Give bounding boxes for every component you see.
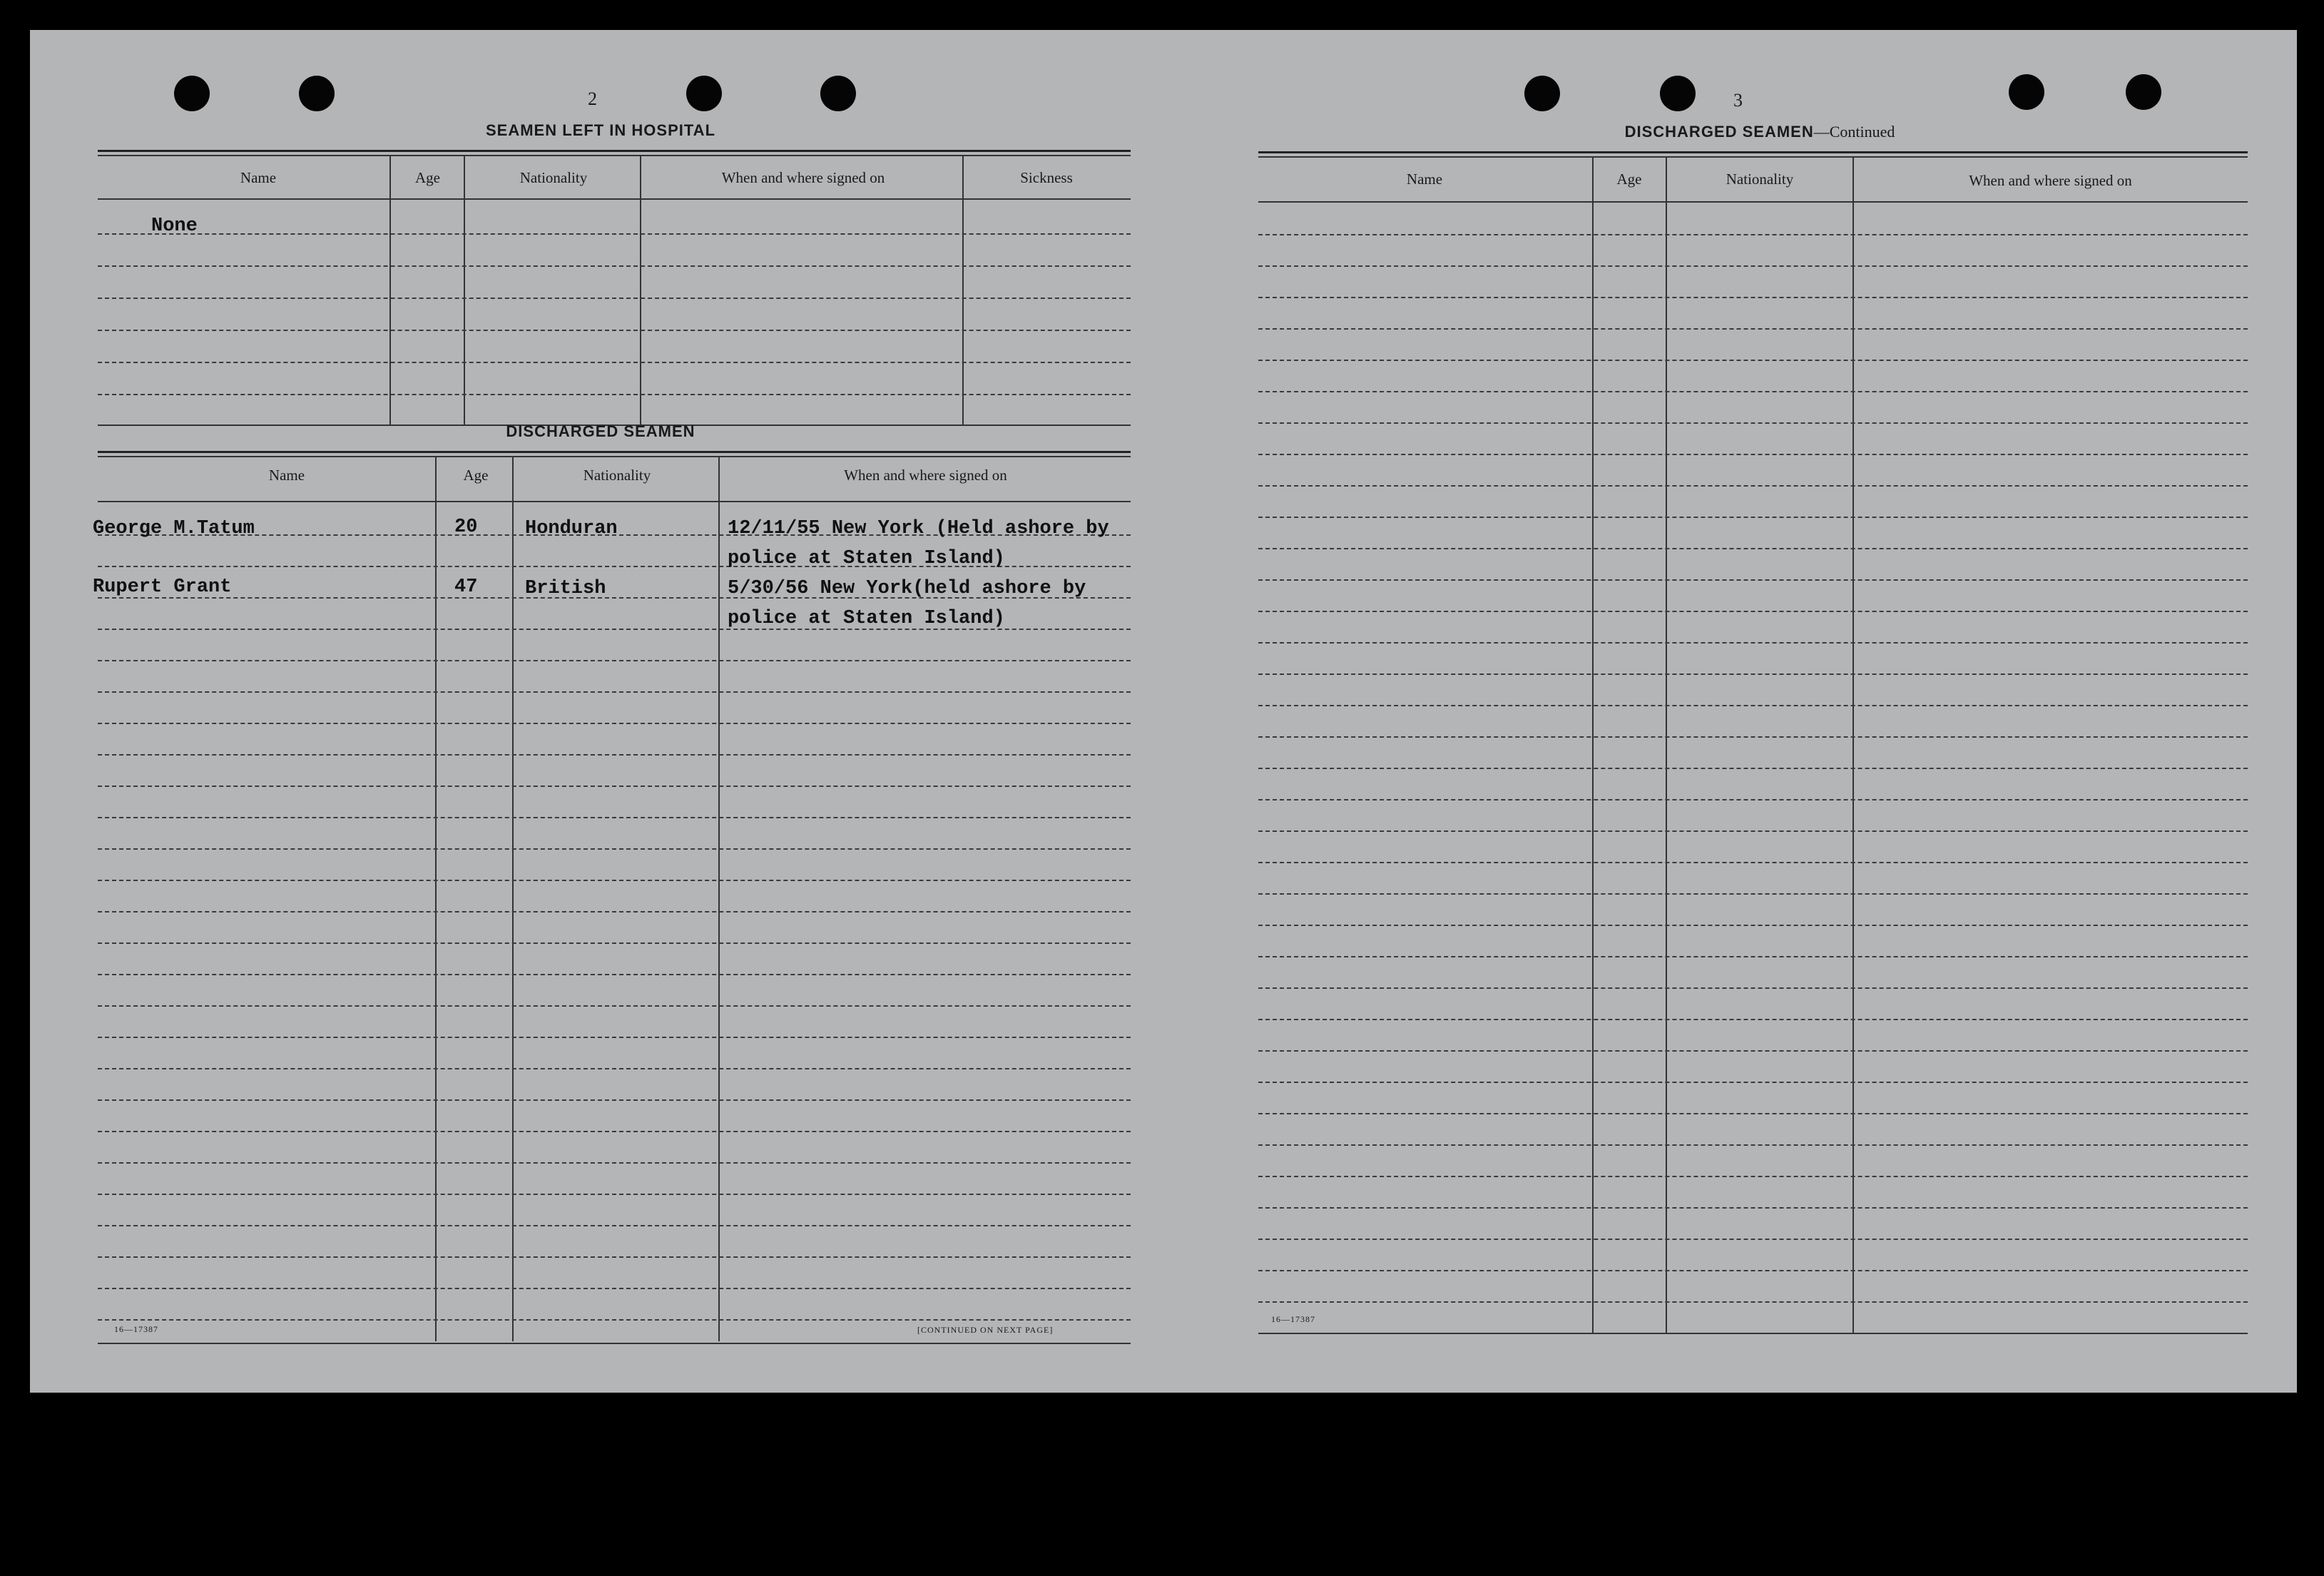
entry-line — [1258, 1113, 2248, 1114]
punch-hole — [2009, 74, 2044, 110]
column-divider — [1852, 157, 1854, 1334]
seaman-name: George M.Tatum — [93, 518, 255, 539]
punch-hole — [299, 76, 335, 111]
entry-line — [1258, 1239, 2248, 1240]
entry-line — [1258, 391, 2248, 392]
punch-hole — [820, 76, 856, 111]
section-title-text: DISCHARGED SEAMEN — [1624, 123, 1814, 141]
column-divider — [962, 156, 964, 425]
seaman-age: 47 — [454, 576, 478, 598]
entry-line — [1258, 611, 2248, 612]
entry-line — [1258, 1301, 2248, 1303]
punch-hole — [1524, 76, 1560, 111]
entry-line — [1258, 705, 2248, 706]
seaman-signed-on: 12/11/55 New York (Held ashore by — [728, 518, 1109, 539]
entry-line — [98, 911, 1131, 912]
column-header-signed-on: When and where signed on — [1969, 172, 2132, 189]
page-number: 2 — [588, 88, 597, 109]
column-header-nationality: Nationality — [583, 467, 651, 484]
entry-line — [1258, 1176, 2248, 1177]
entry-line — [98, 394, 1131, 395]
discharged-section-title: DISCHARGED SEAMEN — [506, 422, 695, 440]
column-divider — [1592, 157, 1594, 1334]
entry-line — [1258, 799, 2248, 800]
section-rule — [1258, 156, 2248, 158]
entry-line — [1258, 956, 2248, 957]
table-bottom-rule — [98, 1343, 1131, 1344]
entry-line — [1258, 925, 2248, 926]
entry-line — [1258, 1270, 2248, 1271]
entry-line — [1258, 422, 2248, 424]
column-divider — [718, 457, 720, 1341]
column-header-name: Name — [268, 467, 305, 484]
page-number: 3 — [1733, 90, 1743, 111]
entry-line — [1258, 893, 2248, 895]
entry-line — [1258, 360, 2248, 361]
entry-line — [98, 848, 1131, 850]
header-rule — [1258, 201, 2248, 203]
column-divider — [435, 457, 437, 1341]
entry-line — [98, 723, 1131, 724]
entry-line — [1258, 862, 2248, 863]
entry-line — [98, 942, 1131, 944]
entry-line — [98, 880, 1131, 881]
entry-line — [1258, 768, 2248, 769]
entry-line — [1258, 328, 2248, 330]
column-divider — [512, 457, 514, 1341]
column-divider — [464, 156, 465, 425]
column-header-name: Name — [240, 169, 277, 186]
entry-line — [1258, 265, 2248, 267]
entry-line — [98, 1068, 1131, 1069]
column-header-age: Age — [415, 169, 440, 186]
column-header-age: Age — [463, 467, 489, 484]
section-rule — [98, 456, 1131, 457]
column-divider — [389, 156, 391, 425]
entry-line — [1258, 1144, 2248, 1146]
entry-line — [98, 974, 1131, 975]
entry-line — [98, 330, 1131, 331]
section-rule — [98, 150, 1131, 152]
column-divider — [640, 156, 641, 425]
punch-hole — [1660, 76, 1696, 111]
hospital-entry-none: None — [151, 215, 198, 237]
header-rule — [98, 501, 1131, 502]
entry-line — [1258, 297, 2248, 298]
seaman-name: Rupert Grant — [93, 576, 232, 598]
entry-line — [1258, 1082, 2248, 1083]
entry-line — [1258, 1207, 2248, 1209]
entry-line — [98, 691, 1131, 693]
entry-line — [1258, 1050, 2248, 1052]
continued-note: [CONTINUED ON NEXT PAGE] — [917, 1325, 1054, 1335]
entry-line — [1258, 579, 2248, 581]
section-title-suffix: —Continued — [1813, 123, 1895, 141]
entry-line — [98, 1319, 1131, 1321]
entry-line — [1258, 736, 2248, 738]
section-rule — [98, 155, 1131, 156]
table-bottom-rule — [1258, 1333, 2248, 1334]
entry-line — [98, 1162, 1131, 1164]
entry-line — [98, 1037, 1131, 1038]
column-header-age: Age — [1616, 171, 1642, 188]
entry-line — [98, 817, 1131, 818]
entry-line — [1258, 642, 2248, 644]
seaman-signed-on: 5/30/56 New York(held ashore by — [728, 578, 1086, 599]
seaman-age: 20 — [454, 517, 478, 538]
continued-section-title — [1492, 123, 2027, 141]
entry-line — [98, 660, 1131, 661]
entry-line — [98, 1131, 1131, 1132]
entry-line — [98, 362, 1131, 363]
column-header-signed-on: When and where signed on — [721, 169, 885, 186]
form-number: 16—17387 — [1271, 1314, 1315, 1324]
punch-hole — [2126, 74, 2161, 110]
entry-line — [98, 265, 1131, 267]
entry-line — [1258, 830, 2248, 832]
entry-line — [1258, 1019, 2248, 1020]
entry-line — [98, 1225, 1131, 1226]
seaman-nationality: Honduran — [525, 518, 618, 539]
entry-line — [98, 1256, 1131, 1258]
entry-line — [1258, 485, 2248, 487]
column-header-sickness: Sickness — [1020, 169, 1073, 186]
column-header-name: Name — [1406, 171, 1443, 188]
hospital-section-title: SEAMEN LEFT IN HOSPITAL — [485, 121, 716, 139]
entry-line — [98, 298, 1131, 299]
header-rule — [98, 198, 1131, 200]
entry-line — [98, 754, 1131, 756]
entry-line — [1258, 517, 2248, 518]
entry-line — [1258, 673, 2248, 675]
punch-hole — [174, 76, 210, 111]
column-header-signed-on: When and where signed on — [844, 467, 1007, 484]
entry-line — [1258, 454, 2248, 455]
entry-line — [98, 233, 1131, 235]
entry-line — [1258, 548, 2248, 549]
entry-line — [1258, 987, 2248, 989]
seaman-signed-on-continued: police at Staten Island) — [728, 608, 1005, 629]
entry-line — [98, 1005, 1131, 1007]
entry-line — [98, 1099, 1131, 1101]
seaman-signed-on-continued: police at Staten Island) — [728, 548, 1005, 569]
entry-line — [1258, 234, 2248, 235]
entry-line — [98, 1194, 1131, 1195]
entry-line — [98, 786, 1131, 787]
section-rule — [1258, 151, 2248, 153]
entry-line — [98, 1288, 1131, 1289]
section-rule — [98, 451, 1131, 453]
column-header-nationality: Nationality — [1726, 171, 1794, 188]
seaman-nationality: British — [525, 578, 606, 599]
column-header-nationality: Nationality — [519, 169, 588, 186]
punch-hole — [686, 76, 722, 111]
manifest-sheet — [30, 30, 2297, 1393]
column-divider — [1666, 157, 1667, 1334]
form-number: 16—17387 — [114, 1324, 158, 1334]
